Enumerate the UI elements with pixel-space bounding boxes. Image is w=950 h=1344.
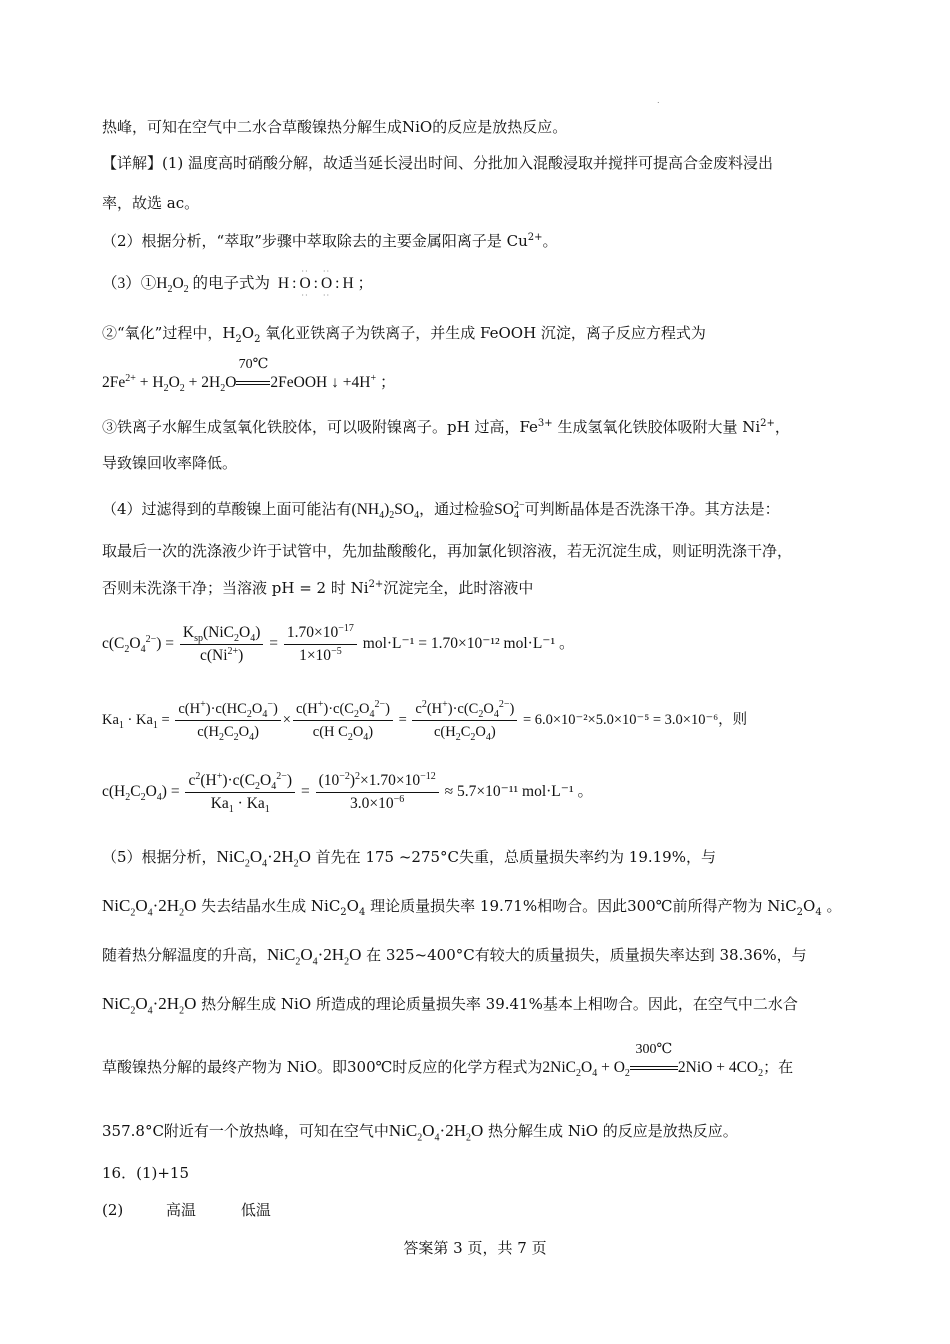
text-line-23 xyxy=(102,1199,880,1221)
line-2-text: 【详解】(1) 温度高时硝酸分解，故适当延长浸出时间、分批加入混酸浸取并搅拌可提高合金废料浸出 xyxy=(102,154,774,172)
line-18-end: 在 325~400°C有较大的质量损失，质量损失率达到 38.36%，与 xyxy=(361,946,807,964)
line-3-text: 率，故选 ac。 xyxy=(102,194,200,212)
equation-oxalate: $c(C_2O_4^{2-})$ = $\frac{K_{sp}(NiC_2O_4)}{c(Ni^{2+})}$ = $\frac{1.70\times 10^{-17}}{1\times 10^{-5}}$ mol·L⁻¹ = 1.70×10⁻¹² mol·L⁻¹ 。 xyxy=(102,622,575,664)
text-line-9 xyxy=(102,452,880,474)
text-line-5: $(3)①H_2O_2$ 的电子式为 H : O ·· ·· : O ·· ·· : H ； xyxy=(102,267,374,300)
line-10-end: 可判断晶体是否洗涤干净。其方法是： xyxy=(524,500,780,518)
ka-result: = 6.0×10⁻²×5.0×10⁻⁵ = 3.0×10⁻⁶，则 xyxy=(522,712,748,728)
line-8-text: ③铁离子水解生成氢氧化铁胶体，可以吸附镍离子。pH 过高，Fe xyxy=(102,418,538,436)
line-17-end: 理论质量损失率 19.71%相吻合。因此300℃前所得产物为 NiC xyxy=(365,897,797,915)
line-21-text: 357.8°C附近有一个放热峰，可知在空气中 xyxy=(102,1122,389,1140)
line-11-text: 取最后一次的洗涤液少许于试管中，先加盐酸酸化，再加氯化钡溶液，若无沉淀生成，则证明洗涤干净， xyxy=(102,542,793,560)
line-17-text: 失去结晶水生成 NiC xyxy=(196,897,341,915)
text-line-16: （5）根据分析，$NiC_2O_4\cdot 2H_2O$ 首先在 175 ~275°C失重，总质量损失率约为 19.19%，与 xyxy=(102,847,716,870)
text-line-12: 否则未洗涤干净；当溶液 pH = 2 时 $Ni^{2+}$沉淀完全，此时溶液中 xyxy=(102,579,534,597)
line-6-o: O xyxy=(241,324,255,342)
answer-16-1: 16．(1)+15 xyxy=(102,1164,189,1182)
line-16-text: （5）根据分析， xyxy=(102,848,217,866)
line-6-desc: 氧化亚铁离子为铁离子，并生成 FeOOH 沉淀，离子反应方程式为 xyxy=(260,324,706,342)
text-line-19: $NiC_2O_4\cdot 2H_2O$ 热分解生成 NiO 所造成的理论质量损失率 39.41%基本上相吻合。因此，在空气中二水合 xyxy=(102,994,798,1017)
line-1-text: 热峰，可知在空气中二水合草酸镍热分解生成NiO的反应是放热反应。 xyxy=(102,118,568,136)
line-8-mid: 生成氢氧化铁胶体吸附大量 Ni xyxy=(552,418,761,436)
line-21-end: 热分解生成 NiO 的反应是放热反应。 xyxy=(483,1122,738,1140)
h2o2-electron-formula: H : O ·· ·· : O ·· ·· : H ； xyxy=(277,267,374,300)
text-line-21: 357.8°C附近有一个放热峰，可知在空气中$NiC_2O_4\cdot 2H_2O$ 热分解生成 NiO 的反应是放热反应。 xyxy=(102,1121,738,1144)
line-4-end: 。 xyxy=(542,232,558,250)
equation-oxidation: $2Fe^{2+} + H_2O_2 + 2H_2O$ 70℃ 2FeOOH ↓ +4H+ ； xyxy=(102,357,396,395)
line-10-mid: ，通过检验 xyxy=(419,500,495,518)
text-line-11 xyxy=(102,540,880,562)
line-5-text: （3）①H xyxy=(102,275,168,292)
line-5-desc: 的电子式为 xyxy=(188,275,271,292)
text-line-6: ②“氧化”过程中，$H_2O_2$ 氧化亚铁离子为铁离子，并生成 FeOOH 沉淀，离子反应方程式为 xyxy=(102,324,706,345)
text-line-22 xyxy=(102,1162,880,1184)
line-20-text: 草酸镍热分解的最终产物为 NiO。即300℃时反应的化学方程式为 xyxy=(102,1058,543,1076)
line-12-end: 沉淀完全，此时溶液中 xyxy=(383,579,534,597)
answer-high-temp: 高温 xyxy=(166,1201,197,1219)
text-line-3 xyxy=(102,192,880,214)
line-16-end: 首先在 175 ~275°C失重，总质量损失率约为 19.19%，与 xyxy=(310,848,716,866)
line-12-text: 否则未洗涤干净；当溶液 pH = 2 时 Ni xyxy=(102,579,369,597)
text-line-18: 随着热分解温度的升高，$NiC_2O_4\cdot 2H_2O$ 在 325~400°C有较大的质量损失，质量损失率达到 38.36%，与 xyxy=(102,945,807,968)
line-6-text: ②“氧化”过程中，H xyxy=(102,324,236,342)
equation-ka: $Ka_1 \cdot Ka_1$ = $\frac{c(H^+)\cdot c(HC_2O_4^-)}{c(H_2C_2O_4)}$ × $\frac{c(H^+)\cdot c(C_2O_4^{2-})}{c(H C_2O_4)}$ = $\frac{c^2(H^+)\cdot c(C_2O_4^{2-})}{c(H_2C_2O_4)}$ = 6.0×10⁻²×5.0×10⁻⁵ = 3.0×10⁻⁶，则 xyxy=(102,699,748,744)
text-line-20: 草酸镍热分解的最终产物为 NiO。即300℃时反应的化学方程式为$2NiC_2O_4 + O_2$ 300℃ $2NiO + 4CO_2$；在 xyxy=(102,1042,794,1080)
text-line-10: （4）过滤得到的草酸镍上面可能沾有$(NH_4)_2SO_4$，通过检验$SO_4^{2-}$可判断晶体是否洗涤干净。其方法是： xyxy=(102,499,780,522)
reaction-condition-300: 300℃ xyxy=(630,1057,678,1079)
line-18-text: 随着热分解温度的升高， xyxy=(102,946,268,964)
text-line-8: ③铁离子水解生成氢氧化铁胶体，可以吸附镍离子。pH 过高，$Fe^{3+}$ 生成氢氧化铁胶体吸附大量 $Ni^{2+}$， xyxy=(102,418,790,436)
line-20-end: ；在 xyxy=(763,1058,794,1076)
line-8-end: ， xyxy=(774,418,790,436)
answer-16-2-label: (2) xyxy=(102,1201,124,1219)
page-footer: 答案第 3 页，共 7 页 xyxy=(403,1239,547,1257)
line-4-text: （2）根据分析，“萃取”步骤中萃取除去的主要金属阳离子是 Cu xyxy=(102,232,528,250)
text-line-17: $NiC_2O_4\cdot 2H_2O$ 失去结晶水生成 $NiC_2O_4$ 理论质量损失率 19.71%相吻合。因此300℃前所得产物为 $NiC_2O_4$ 。 xyxy=(102,896,842,919)
cu-charge: 2+ xyxy=(527,232,543,243)
line-10-text: （4）过滤得到的草酸镍上面可能沾有 xyxy=(102,500,352,518)
reaction-condition: 70℃ xyxy=(236,372,270,394)
h2c2o4-result: ≈ 5.7×10⁻¹¹ mol·L⁻¹ 。 xyxy=(444,783,593,801)
ksp-result: mol·L⁻¹ = 1.70×10⁻¹² mol·L⁻¹ 。 xyxy=(362,635,575,653)
answer-low-temp: 低温 xyxy=(240,1201,271,1219)
speck-mark: . xyxy=(657,96,660,105)
line-19-text: 热分解生成 NiO 所造成的理论质量损失率 39.41%基本上相吻合。因此，在空气中二水合 xyxy=(196,995,798,1013)
line-9-text: 导致镍回收率降低。 xyxy=(102,454,238,472)
equation-h2c2o4: $c(H_2C_2O_4)$ = $\frac{c^2(H^+)\cdot c(C_2O_4^{2-})}{Ka_1 \cdot Ka_1}$ = $\frac{(10^{-2})^2\times 1.70\times 10^{-12}}{3.0\times 10^{-6}}$ ≈ 5.7×10⁻¹¹ mol·L⁻¹ 。 xyxy=(102,770,593,816)
text-line-4 xyxy=(102,230,880,252)
text-line-1 xyxy=(102,116,880,138)
line-5-o: O xyxy=(172,275,184,292)
text-line-2 xyxy=(102,152,880,174)
